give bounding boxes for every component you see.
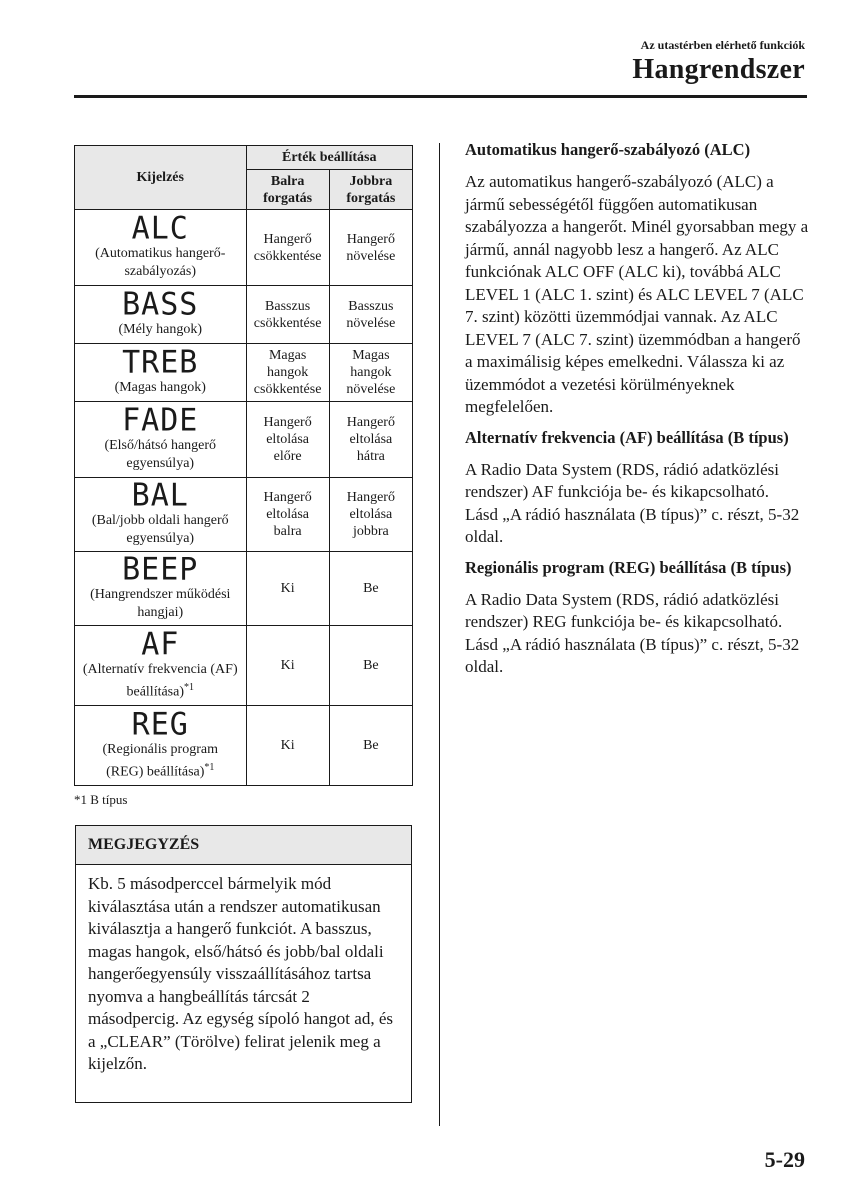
right-column <box>465 139 810 679</box>
display-cell <box>75 706 247 786</box>
display-cell <box>75 210 247 286</box>
row-desc: (Bal/jobb oldali hangerő egyensúlya) <box>91 513 229 546</box>
row-desc: (Mély hangok) <box>118 322 203 337</box>
section-ref-reg: Lásd „A rádió használata (B típus)” c. részt, 5-32 oldal. <box>465 634 800 676</box>
row-desc: (Regionális program (REG) beállítása)$^{*1}$ <box>102 741 218 780</box>
col-header-display: Kijelzés <box>75 146 247 210</box>
page-number: 5-29 <box>764 1147 805 1172</box>
lcd-text: BASS <box>122 286 199 323</box>
row-desc: (Automatikus hangerő-szabályozás) <box>95 246 226 279</box>
table-row <box>75 402 413 478</box>
table-row <box>75 552 413 626</box>
lcd-text: FADE <box>122 402 199 439</box>
table-row <box>75 210 413 286</box>
display-cell <box>75 552 247 626</box>
row-desc: (Magas hangok) <box>114 380 206 395</box>
note-body: Kb. 5 másodperccel bármelyik mód kiválasztása után a rendszer automatikusan kiválasztja a hangerő funkciót. A basszus, magas hangok, első/hátsó és jobb/bal oldali hangerőegyensúly visszaállításához tartsa nyomva a hangbeállítás tárcsát 2 másodpercig. Az egység sípoló hangot ad, és a „CLEAR” (Törölve) felirat jelenik meg a kijelzőn. <box>88 874 393 1073</box>
left-cell: Basszus csökkentése <box>246 286 329 344</box>
col-header-value-setting: Érték beállítása <box>246 146 413 170</box>
table-row <box>75 626 413 706</box>
footnote-ref: *1 <box>204 761 215 773</box>
left-cell: Hangerő eltolása balra <box>246 478 329 552</box>
left-cell: Hangerő csökkentése <box>246 210 329 286</box>
left-cell: Hangerő eltolása előre <box>246 402 329 478</box>
right-cell: Be <box>329 626 412 706</box>
section-ref-af: Lásd „A rádió használata (B típus)” c. részt, 5-32 oldal. <box>465 504 800 546</box>
section-heading-alc: Automatikus hangerő-szabályozó (ALC) <box>465 140 751 159</box>
settings-table <box>74 145 413 786</box>
row-desc: (Első/hátsó hangerő egyensúlya) <box>104 438 217 471</box>
lcd-text: BEEP <box>122 551 199 588</box>
footnote-ref: *1 <box>184 681 195 693</box>
col-header-left: Balra forgatás <box>246 170 329 210</box>
display-cell <box>75 402 247 478</box>
lcd-text: ALC <box>131 210 189 247</box>
table-row <box>75 478 413 552</box>
col-header-right: Jobbra forgatás <box>329 170 412 210</box>
right-cell: Be <box>329 706 412 786</box>
table-row <box>75 706 413 786</box>
right-cell: Hangerő növelése <box>329 210 412 286</box>
table-row <box>75 286 413 344</box>
right-cell: Magas hangok növelése <box>329 344 412 402</box>
note-heading: MEGJEGYZÉS <box>76 826 411 865</box>
right-cell: Hangerő eltolása jobbra <box>329 478 412 552</box>
left-cell: Ki <box>246 626 329 706</box>
right-cell: Be <box>329 552 412 626</box>
lcd-text: REG <box>131 705 189 743</box>
left-cell: Ki <box>246 552 329 626</box>
header-subtitle: Az utastérben elérhető funkciók <box>640 38 805 52</box>
lcd-text: TREB <box>122 344 199 381</box>
column-divider <box>439 143 440 1126</box>
note-box <box>75 825 412 1103</box>
table-footnote: *1 B típus <box>74 792 128 807</box>
right-cell: Basszus növelése <box>329 286 412 344</box>
left-cell: Ki <box>246 706 329 786</box>
right-cell: Hangerő eltolása hátra <box>329 402 412 478</box>
section-text-af: A Radio Data System (RDS, rádió adatközlési rendszer) AF funkciója be- és kikapcsolható. <box>465 459 779 501</box>
display-cell <box>75 626 247 706</box>
display-cell <box>75 344 247 402</box>
page-title: Hangrendszer <box>632 54 805 85</box>
display-cell <box>75 478 247 552</box>
lcd-text: BAL <box>131 477 189 514</box>
section-text-reg: A Radio Data System (RDS, rádió adatközlési rendszer) REG funkciója be- és kikapcsolható. <box>465 589 783 631</box>
section-text-alc: Az automatikus hangerő-szabályozó (ALC) a jármű sebességétől függően automatikusan szabályozza a hangerőt. Minél gyorsabban megy a jármű, annál nagyobb lesz a hangerő. Az ALC funkciónak ALC OFF (ALC ki), továbbá ALC LEVEL 1 (ALC 1. szint) és ALC LEVEL 7 (ALC 7. szint) közötti üzemmódjai vannak. Az ALC LEVEL 7 (ALC 7. szint) üzemmódban a hangerő a maximálisig képes emelkedni. Válassza ki az üzemmódot a vezetési körülményeknek megfelelően. <box>465 172 809 416</box>
row-desc: (Hangrendszer működési hangjai) <box>90 587 231 620</box>
table-row <box>75 344 413 402</box>
left-cell: Magas hangok csökkentése <box>246 344 329 402</box>
section-heading-af: Alternatív frekvencia (AF) beállítása (B típus) <box>465 427 789 447</box>
lcd-text: AF <box>141 625 180 663</box>
display-cell <box>75 286 247 344</box>
section-heading-reg: Regionális program (REG) beállítása (B típus) <box>465 557 792 577</box>
row-desc: (Alternatív frekvencia (AF) beállítása)$^{*1}$ <box>82 661 238 700</box>
header-rule <box>74 95 807 98</box>
